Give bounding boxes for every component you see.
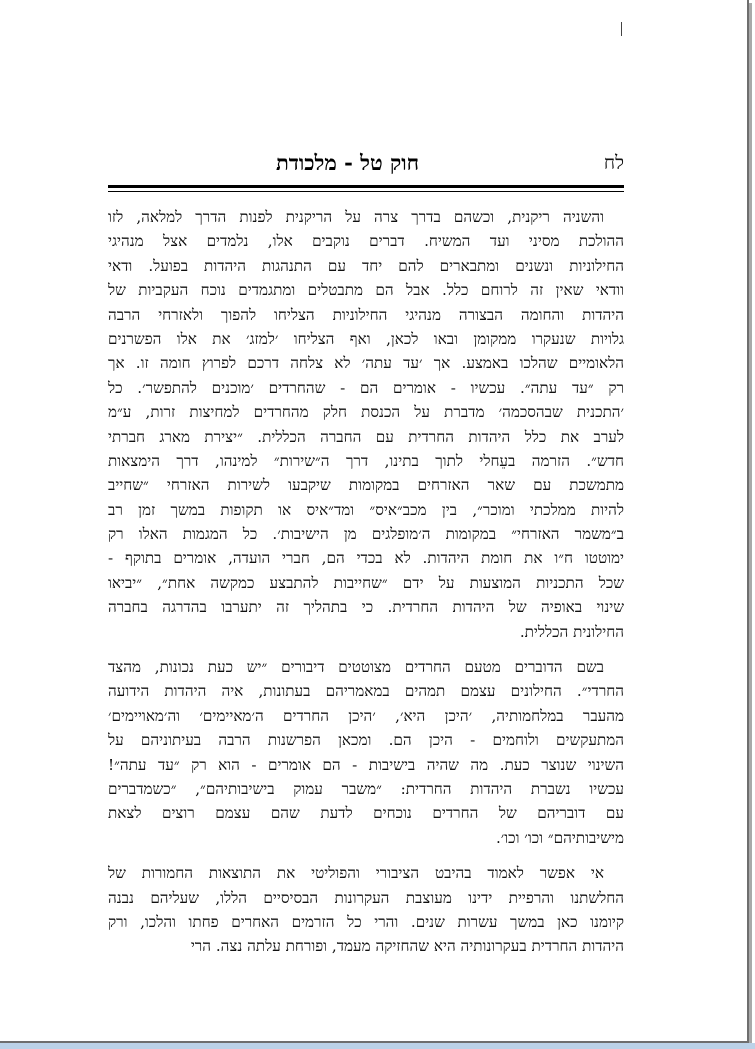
text-line: החילוניות ונשנים ומתבארים להם יחד עם התנהגות היהדות בפועל. ודאי [108,256,624,275]
text-line: והשניה ריקנית, וכשהם בדרך צרה על הריקנית לפנות הדרך למלאה, לזו [108,208,604,226]
paragraph-gap [108,644,624,655]
text-line: קיומנו כאן במשך עשרות שנים. והרי כל הזרמים האחרים פחתו והלכו, ורק [108,912,624,931]
text-line: היהדות החרדית בעקרונותיה היא שהחזיקה מעמד, ופורחת עלתה נצה. הרי [190,937,624,956]
paragraph [108,861,624,959]
text-line: ב״משמר האזרחי״ במקומות ה׳מופלגים מן הישיבות׳. כל המגמות האלו רק [108,525,624,544]
text-cursor-mark [621,22,622,36]
text-line: בשם הדוברים מטעם החרדים מצוטטים דיבורים ״יש כעת נכונות, מהצד [108,658,604,677]
paragraph [108,205,624,644]
body-text [108,205,624,959]
text-line: להיות ממלכתי ומוכר״, בין מכב״איס״ ומד״איס או תקופות במשך זמן רב [108,500,624,519]
text-line: הלאומיים שהלכו באמצע. אך ׳עד עתה׳ לא צלחה דרכם לפרוץ חומה זו. אך [108,354,624,373]
text-line: החרדי״. החילונים עצמם תמהים במאמריהם בעתונות, איה היהדות הידועה [108,682,624,701]
text-line: מתמשכת עם שאר האזרחים במקומות שיקבעו לשירות האזרחי ״שחייב [108,476,624,495]
text-line: היהדות והחומה הבצורה מנהיגי החילוניות הצליחו להפוך ולאזרחי הרבה [108,305,624,324]
header-rule-thin [108,191,624,192]
text-line: ימוטטו ח״ו את חומת היהדות. לא בכדי הם, חברי הועדה, אומרים בתוקף - [108,549,624,568]
text-line: שינוי באופיה של היהדות החרדית. כי בתהליך זה יתערבו בהדרגה בחברה [108,598,624,617]
text-line: גלויות שנעקרו ממקומן ובאו לכאן, ואף הצליחו ׳למזג׳ את אלו הפשרנים [108,329,624,348]
text-line: ׳התכנית שבהסכמה׳ מדברת על הכנסת חלק מהחרדים למחיצות זרות, ע״מ [108,403,624,422]
paragraph-gap [108,850,624,861]
text-line: שכל התכניות המוצעות על ידם ״שחייבות להתבצע כמקשה אחת״, ״יביאו [108,573,624,592]
text-line: החילונית הכללית. [519,622,624,641]
running-head [108,150,624,182]
window-bottom-strip [0,1043,755,1049]
text-line: עם דובריהם של החרדים נוכחים לדעת שהם עצמם רוצים לצאת [108,804,624,823]
text-line: המתעקשים ולוחמים - היכן הם. ומכאן הפרשנות הרבה בעיתוניהם על [108,731,624,750]
text-line: השינוי שנוצר כעת. מה שהיה בישיבות - הם אומרים - הוא רק ״עד עתה״! [108,755,624,774]
header-rule-thick [108,185,624,188]
text-line: החלשתנו והרפיית ידינו מעוצבת העקרונות הבסיסיים הללו, שעליהם נבנה [108,888,624,907]
text-line: וודאי שאין זה לרוחם כלל. אבל הם מתבטלים ומתגמדים נוכח העקביות של [108,281,624,300]
text-line: עכשיו נשברת היהדות החרדית: ״משבר עמוק בישיבותיהם״, ״כשמדברים [108,779,624,798]
text-line: מישיבותיהם״ וכו׳ וכו׳. [495,828,624,847]
text-line: לערב את כלל היהדות החרדית עם החברה הכללית. ״יצירת מארג חברתי [108,427,624,446]
text-line: ההולכת מסיני ועד המשיח. דברים נוקבים אלו, נלמדים אצל מנהיגי [108,232,624,251]
text-line: אי אפשר לאמוד בהיבט הציבורי והפוליטי את התוצאות החמורות של [108,864,604,883]
paragraph [108,655,624,850]
text-line: מהעבר במלחמותיה, ׳היכן היא׳, ׳היכן החרדים ה׳מאיימים׳ וה׳מאויימים׳ [108,706,624,725]
text-line: חדש״. הזרמה בעֵחלי לתוך בתינו, דרך ה״שירות״ למינהו, דרך הימצאות [108,451,624,470]
page-number: לח [603,152,624,174]
text-line: רק ״עד עתה״. עכשיו - אומרים הם - שהחרדים ׳מוכנים להתפשר׳. כל [108,378,624,397]
running-title: חוק טל - מלכודת [275,150,419,175]
